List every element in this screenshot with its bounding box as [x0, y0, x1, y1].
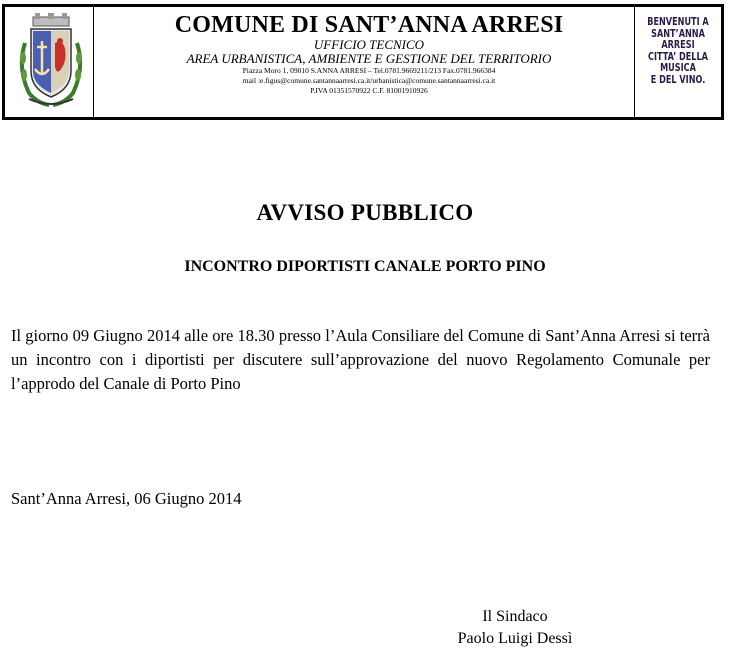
area-name: AREA URBANISTICA, AMBIENTE E GESTIONE DEL TERRITORIO: [186, 51, 552, 66]
notice-subtitle: INCONTRO DIPORTISTI CANALE PORTO PINO: [184, 258, 546, 275]
municipal-crest-icon: [15, 13, 87, 109]
letterhead: [2, 4, 724, 120]
welcome-motto: [644, 17, 711, 86]
motto-line: ARRESI: [661, 39, 695, 51]
motto-line: CITTA’ DELLA: [648, 50, 708, 63]
place-date: Sant’Anna Arresi, 06 Giugno 2014: [11, 489, 242, 508]
office-name: UFFICIO TECNICO: [313, 37, 425, 52]
motto-line: E DEL VINO.: [650, 73, 706, 86]
motto-line: SANT’ANNA: [651, 27, 705, 40]
motto-line: BENVENUTI A: [647, 16, 709, 28]
tax-line: P.IVA 01351570922 C.F. 81001910926: [310, 86, 428, 95]
motto-panel: [634, 7, 717, 117]
signatory-role: Il Sindaco: [482, 608, 548, 625]
letterhead-text: [99, 7, 639, 117]
municipality-title: COMUNE DI SANT’ANNA ARRESI: [174, 12, 564, 38]
signatory-name: Paolo Luigi Dessì: [457, 630, 573, 647]
address-line: Piazza Moro 1, 09010 S.ANNA ARRESI – Tel.0781.9669211/213 Fax.0781.966384: [242, 66, 496, 75]
crest-panel: [9, 7, 94, 117]
notice-body: Il giorno 09 Giugno 2014 alle ore 18.30 presso l’Aula Consiliare del Comune di Sant’Anna Arresi si terrà un incontro con i diportisti per discutere sull’approvazione del nuovo Regolamento Comunale per l’approdo del Canale di Porto Pino: [11, 326, 710, 393]
notice-title: AVVISO PUBBLICO: [256, 200, 474, 225]
email-line: mail :e.figus@comune.santannaarresi.ca.it/urbanistica@comune.santannaarresi.ca.it: [242, 76, 496, 85]
motto-line: MUSICA: [660, 62, 696, 74]
signature-block: [430, 606, 600, 650]
